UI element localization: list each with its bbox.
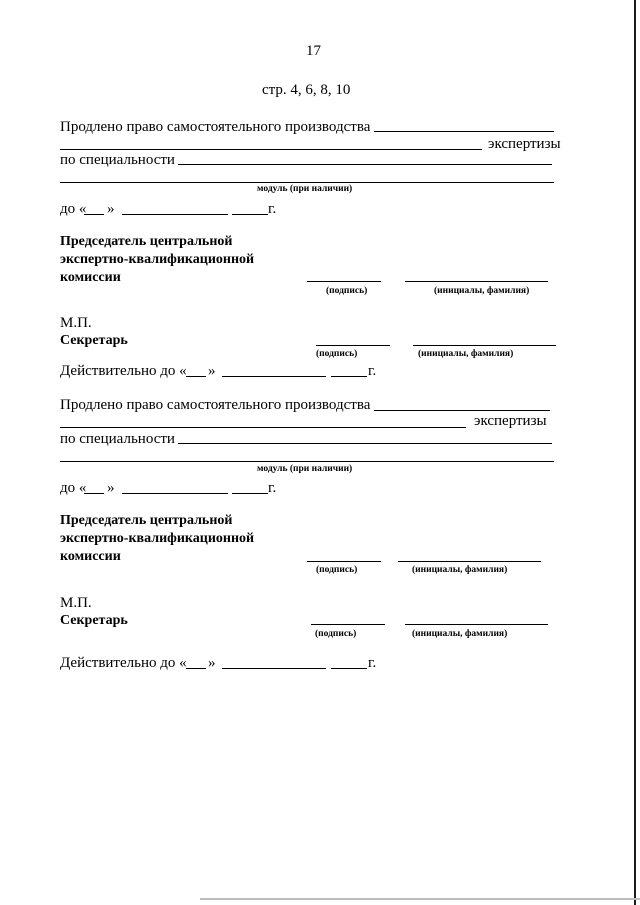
chairman-name-caption: (инициалы, фамилия) <box>434 286 530 296</box>
valid-year-suffix: г. <box>368 655 377 671</box>
until-year-suffix: г. <box>268 480 277 496</box>
chairman-signature-caption: (подпись) <box>316 565 358 575</box>
page-number: 17 <box>306 43 321 59</box>
specialty-label: по специальности <box>60 431 175 447</box>
chairman-title-line-3: комиссии <box>60 270 121 285</box>
expertise-field-line[interactable] <box>374 131 554 132</box>
extended-right-label: Продлено право самостоятельного производства <box>60 397 371 413</box>
valid-month-line[interactable] <box>222 376 326 377</box>
secretary-name-line[interactable] <box>413 345 556 346</box>
chairman-signature-caption: (подпись) <box>326 286 368 296</box>
until-quote-close: » <box>107 480 115 496</box>
until-prefix: до « <box>60 201 87 217</box>
chairman-signature-line[interactable] <box>307 561 381 562</box>
extended-right-label: Продлено право самостоятельного производства <box>60 119 371 135</box>
secretary-label: Секретарь <box>60 333 128 348</box>
expertise-label: экспертизы <box>474 413 547 429</box>
valid-month-line[interactable] <box>222 668 326 669</box>
expertise-type-line[interactable] <box>60 149 482 150</box>
specialty-field-line[interactable] <box>178 164 552 165</box>
specialty-second-line[interactable] <box>60 182 554 183</box>
specialty-second-line[interactable] <box>60 461 554 462</box>
until-month-line[interactable] <box>122 214 228 215</box>
until-prefix: до « <box>60 480 87 496</box>
until-month-line[interactable] <box>122 493 228 494</box>
secretary-label: Секретарь <box>60 613 128 628</box>
chairman-name-line[interactable] <box>398 561 541 562</box>
secretary-name-line[interactable] <box>405 624 548 625</box>
valid-day-line[interactable] <box>186 376 206 377</box>
stamp-label: М.П. <box>60 595 92 611</box>
secretary-name-caption: (инициалы, фамилия) <box>412 629 508 639</box>
expertise-type-line[interactable] <box>60 427 466 428</box>
until-year-line[interactable] <box>232 214 268 215</box>
until-year-suffix: г. <box>268 201 277 217</box>
valid-year-line[interactable] <box>331 668 367 669</box>
scan-edge-right <box>634 0 636 905</box>
valid-quote-close: » <box>208 363 216 379</box>
chairman-title-line-1: Председатель центральной <box>60 234 233 249</box>
chairman-name-line[interactable] <box>405 281 548 282</box>
chairman-signature-line[interactable] <box>307 281 381 282</box>
until-year-line[interactable] <box>232 493 268 494</box>
valid-year-line[interactable] <box>331 376 367 377</box>
valid-year-suffix: г. <box>368 363 377 379</box>
valid-prefix: Действительно до « <box>60 363 187 379</box>
module-note: модуль (при наличии) <box>257 184 353 194</box>
until-quote-close: » <box>107 201 115 217</box>
scan-edge-bottom <box>200 898 640 900</box>
secretary-signature-line[interactable] <box>311 624 385 625</box>
until-day-line[interactable] <box>84 214 104 215</box>
secretary-signature-caption: (подпись) <box>316 349 358 359</box>
chairman-title-line-2: экспертно-квалификационной <box>60 531 255 546</box>
valid-prefix: Действительно до « <box>60 655 187 671</box>
expertise-label: экспертизы <box>488 136 561 152</box>
chairman-title-line-1: Председатель центральной <box>60 513 233 528</box>
expertise-field-line[interactable] <box>374 410 550 411</box>
module-note: модуль (при наличии) <box>257 464 353 474</box>
stamp-label: М.П. <box>60 315 92 331</box>
specialty-label: по специальности <box>60 152 175 168</box>
valid-quote-close: » <box>208 655 216 671</box>
specialty-field-line[interactable] <box>178 443 552 444</box>
secretary-signature-caption: (подпись) <box>315 629 357 639</box>
secretary-signature-line[interactable] <box>316 345 390 346</box>
chairman-title-line-3: комиссии <box>60 549 121 564</box>
valid-day-line[interactable] <box>186 668 206 669</box>
secretary-name-caption: (инициалы, фамилия) <box>418 349 514 359</box>
until-day-line[interactable] <box>84 493 104 494</box>
chairman-name-caption: (инициалы, фамилия) <box>412 565 508 575</box>
chairman-title-line-2: экспертно-квалификационной <box>60 252 255 267</box>
page-reference: стр. 4, 6, 8, 10 <box>262 82 351 98</box>
